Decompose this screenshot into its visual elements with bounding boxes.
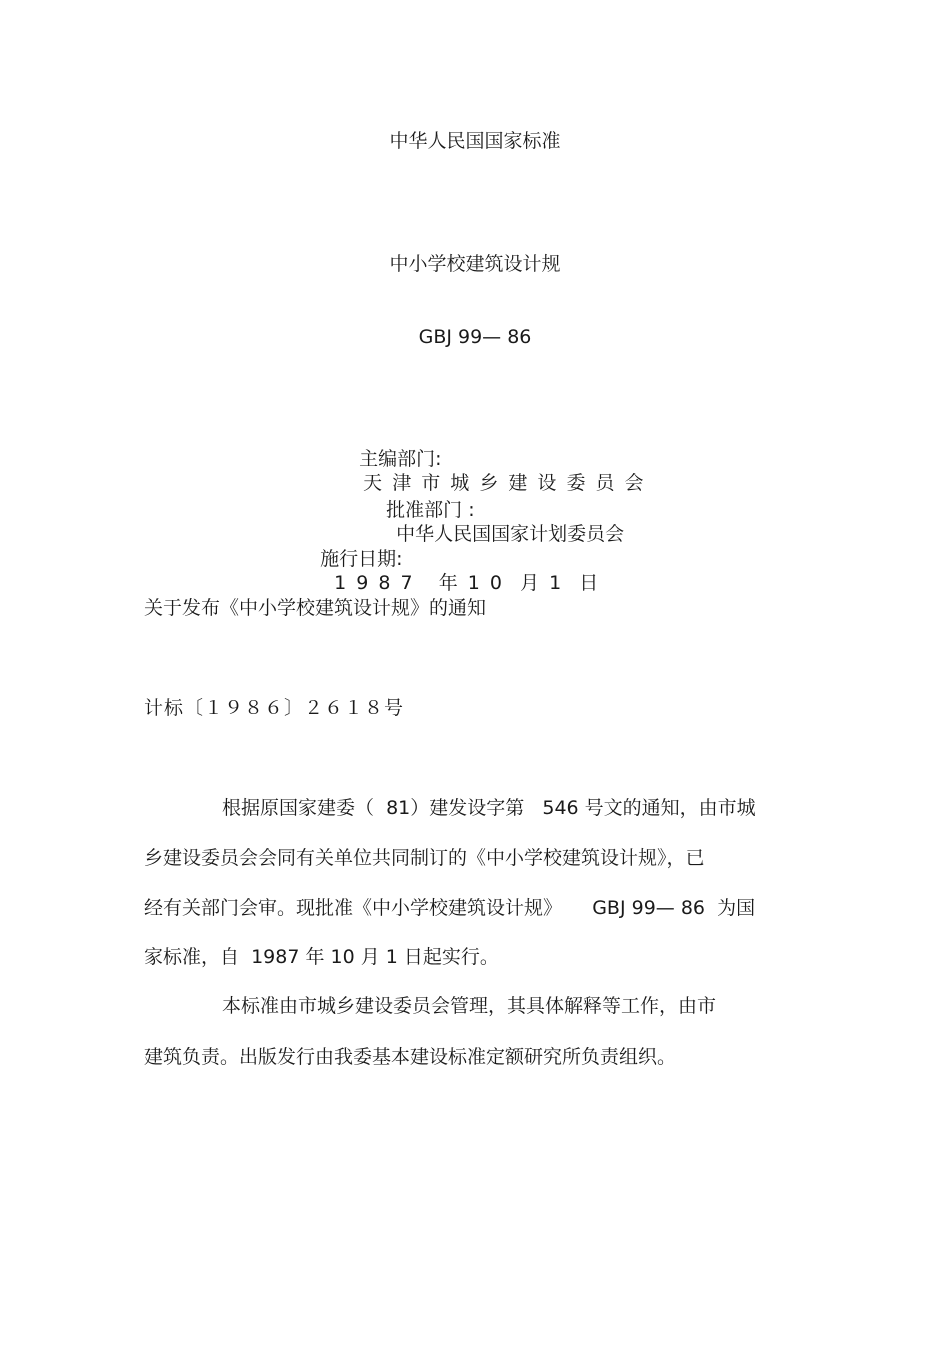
effective-label: 施行日期: xyxy=(320,548,403,570)
paragraph-1-line-3: 经有关部门会审。现批准《中小学校建筑设计规》 GBJ 99— 86 为国 xyxy=(144,897,756,919)
standard-label: 中华人民国国家标准 xyxy=(389,130,561,152)
approver-value: 中华人民国国家计划委员会 xyxy=(396,523,625,545)
paragraph-2-line-2: 建筑负责。出版发行由我委基本建设标准定额研究所负责组织。 xyxy=(144,1046,677,1068)
paragraph-2-line-1: 本标准由市城乡建设委员会管理，其具体解释等工作，由市 xyxy=(222,995,717,1017)
approver-label: 批准部门 : xyxy=(386,499,475,521)
editor-value: 天 津 市 城 乡 建 设 委 员 会 xyxy=(363,472,646,494)
standard-code: GBJ 99— 86 xyxy=(418,326,532,348)
document-title: 中小学校建筑设计规 xyxy=(389,253,561,275)
paragraph-1-line-4: 家标准，自 1987 年 10 月 1 日起实行。 xyxy=(144,946,499,968)
notice-number: 计标〔１９８６〕２６１８号 xyxy=(144,697,405,719)
notice-title: 关于发布《中小学校建筑设计规》的通知 xyxy=(144,597,487,619)
editor-label: 主编部门: xyxy=(359,448,442,470)
paragraph-1-line-2: 乡建设委员会会同有关单位共同制订的《中小学校建筑设计规》，已 xyxy=(144,847,705,869)
effective-value: 1 9 8 7 年 1 0 月 1 日 xyxy=(334,572,601,594)
paragraph-1-line-1: 根据原国家建委（ 81）建发设字第 546 号文的通知，由市城 xyxy=(222,797,756,819)
